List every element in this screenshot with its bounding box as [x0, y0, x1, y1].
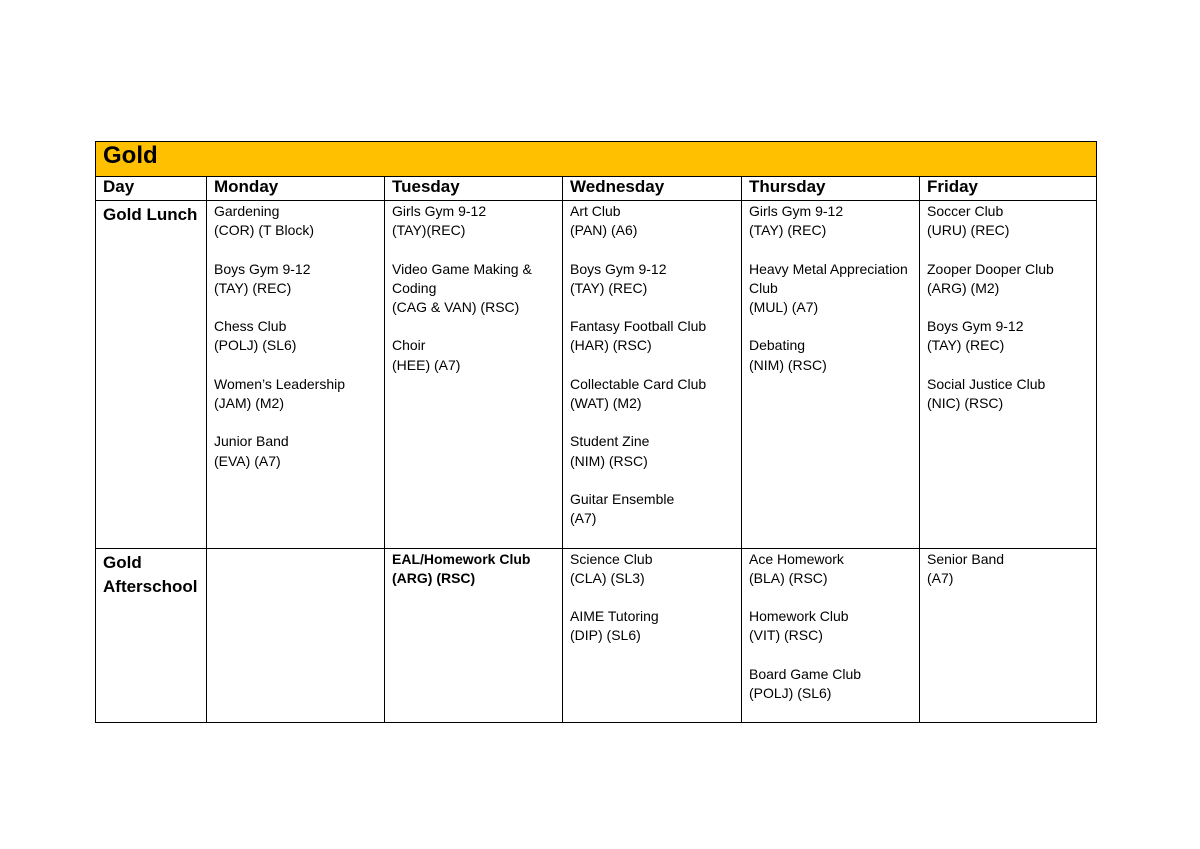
activity-name: Girls Gym 9-12 [392, 203, 487, 219]
header-monday: Monday [207, 177, 385, 201]
activity-entry [214, 202, 384, 240]
activity-staff-room: (NIC) (RSC) [927, 394, 1004, 411]
activity-name: Soccer Club [927, 203, 1004, 219]
activity-staff-room: (EVA) (A7) [214, 452, 281, 469]
activity-entry [214, 317, 384, 355]
activity-name: Debating [749, 337, 806, 354]
header-wednesday: Wednesday [563, 177, 742, 201]
activity-staff-room: (POLJ) (SL6) [214, 337, 297, 354]
header-thursday: Thursday [742, 177, 920, 201]
activity-staff-room: (URU) (REC) [927, 222, 1010, 239]
activity-entry [214, 432, 384, 470]
activity-entry [927, 375, 1096, 413]
cell-lunch-wednesday [563, 201, 742, 549]
activity-staff-room: (TAY) (REC) [927, 337, 1005, 354]
activity-staff-room: (PAN) (A6) [570, 222, 638, 239]
activity-entry [570, 202, 741, 240]
activity-staff-room: (NIM) (RSC) [749, 356, 827, 373]
activity-staff-room: (MUL) (A7) [749, 299, 819, 315]
title-row [96, 142, 1097, 177]
activity-name: Senior Band [927, 550, 1005, 567]
activity-entry [392, 336, 562, 374]
activity-name: Guitar Ensemble [570, 490, 675, 507]
activity-staff-room: (TAY)(REC) [392, 222, 466, 239]
activity-entry [570, 490, 741, 528]
activity-staff-room: (CLA) (SL3) [570, 569, 645, 586]
activity-name: Science Club [570, 550, 653, 567]
activity-name: Women’s Leadership [214, 375, 346, 392]
activity-staff-room: (A7) [927, 569, 954, 586]
activity-staff-room: (CAG & VAN) (RSC) [392, 299, 520, 315]
header-day: Day [96, 177, 207, 201]
cell-afterschool-tuesday [385, 548, 563, 723]
activity-staff-room: (VIT) (RSC) [749, 627, 823, 644]
cell-lunch-friday [920, 201, 1097, 549]
activity-entry [749, 202, 919, 240]
activity-name: Gardening [214, 203, 280, 219]
activity-staff-room: (WAT) (M2) [570, 394, 642, 411]
cell-lunch-monday [207, 201, 385, 549]
activity-staff-room: (TAY) (REC) [214, 279, 292, 296]
activity-staff-room: (ARG) (M2) [927, 279, 1000, 296]
activity-entry [749, 665, 919, 703]
activity-entry [570, 260, 741, 298]
activity-entry [570, 432, 741, 470]
activity-name: Student Zine [570, 433, 650, 450]
activity-name: Boys Gym 9-12 [927, 318, 1024, 335]
activity-entry [749, 550, 919, 588]
activity-entry [927, 550, 1096, 588]
cell-afterschool-friday [920, 548, 1097, 723]
activity-name: Homework Club [749, 608, 849, 625]
activity-staff-room: (NIM) (RSC) [570, 452, 648, 469]
activity-entry [749, 336, 919, 374]
activity-name: Heavy Metal Appreciation Club [749, 260, 908, 296]
activity-entry [392, 260, 562, 318]
activity-entry [927, 317, 1096, 355]
activity-name: Fantasy Football Club [570, 318, 707, 335]
activity-staff-room: (DIP) (SL6) [570, 627, 641, 644]
activity-entry [749, 607, 919, 645]
activity-name: Boys Gym 9-12 [570, 260, 667, 277]
row-label-gold-afterschool: Gold Afterschool [96, 548, 207, 723]
header-tuesday: Tuesday [385, 177, 563, 201]
cell-afterschool-monday [207, 548, 385, 723]
cell-afterschool-wednesday [563, 548, 742, 723]
activity-staff-room: (ARG) (RSC) [392, 569, 476, 586]
activity-name: Choir [392, 337, 426, 354]
row-gold-lunch [96, 201, 1097, 549]
header-friday: Friday [920, 177, 1097, 201]
activity-staff-room: (BLA) (RSC) [749, 569, 828, 586]
activity-staff-room: (POLJ) (SL6) [749, 684, 832, 701]
schedule-title: Gold [96, 142, 1097, 177]
activity-staff-room: (A7) [570, 510, 597, 527]
header-row [96, 177, 1097, 201]
activity-entry [392, 202, 562, 240]
activity-staff-room: (JAM) (M2) [214, 394, 284, 411]
activity-name: Zooper Dooper Club [927, 260, 1054, 277]
activity-name: Chess Club [214, 318, 287, 335]
activity-staff-room: (COR) (T Block) [214, 222, 315, 239]
activity-name: Junior Band [214, 433, 289, 450]
activity-entry [570, 375, 741, 413]
activity-name: Video Game Making & Coding [392, 260, 532, 296]
activity-name: Social Justice Club [927, 375, 1046, 392]
activity-entry [392, 550, 562, 588]
activity-entry [570, 607, 741, 645]
activity-staff-room: (HEE) (A7) [392, 356, 461, 373]
activity-name: Boys Gym 9-12 [214, 260, 311, 277]
activity-name: Collectable Card Club [570, 375, 707, 392]
activity-staff-room: (TAY) (REC) [570, 279, 648, 296]
row-gold-afterschool [96, 548, 1097, 723]
activity-entry [570, 550, 741, 588]
cell-lunch-thursday [742, 201, 920, 549]
row-label-gold-lunch: Gold Lunch [96, 201, 207, 549]
activity-name: AIME Tutoring [570, 608, 659, 625]
activity-entry [749, 260, 919, 318]
activity-entry [214, 260, 384, 298]
activity-entry [570, 317, 741, 355]
activity-entry [927, 260, 1096, 298]
activity-staff-room: (HAR) (RSC) [570, 337, 652, 354]
activity-name: EAL/Homework Club [392, 550, 531, 567]
cell-lunch-tuesday [385, 201, 563, 549]
schedule-table [95, 141, 1097, 723]
activity-name: Art Club [570, 203, 621, 219]
activity-entry [214, 375, 384, 413]
activity-name: Ace Homework [749, 550, 844, 567]
activity-name: Girls Gym 9-12 [749, 203, 844, 219]
activity-name: Board Game Club [749, 665, 862, 682]
cell-afterschool-thursday [742, 548, 920, 723]
activity-staff-room: (TAY) (REC) [749, 222, 827, 239]
activity-entry [927, 202, 1096, 240]
